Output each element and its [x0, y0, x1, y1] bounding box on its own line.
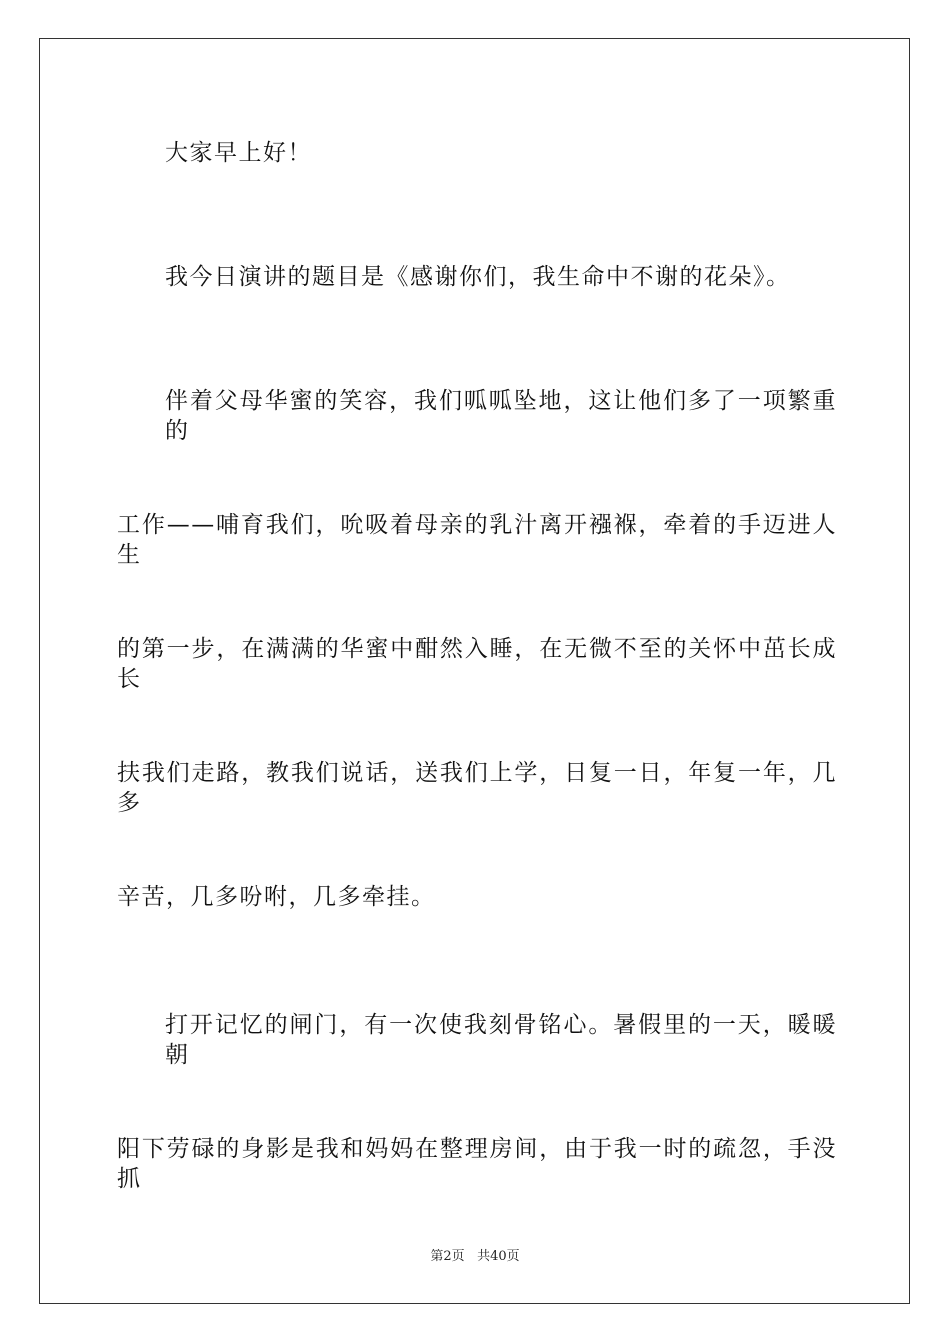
page-number: 第2页: [430, 1249, 465, 1264]
paragraph-2-line-2: 阳下劳碌的身影是我和妈妈在整理房间，由于我一时的疏忽，手没抓: [117, 1136, 837, 1192]
page-total: 共40页: [477, 1249, 520, 1264]
page-footer: [0, 1248, 950, 1266]
paragraph-1-line-1: 伴着父母华蜜的笑容，我们呱呱坠地，这让他们多了一项繁重的: [165, 388, 837, 444]
paragraph-1-line-2: 工作——哺育我们，吮吸着母亲的乳汁离开襁褓，牵着的手迈进人生: [117, 512, 837, 568]
greeting-line: 大家早上好！: [165, 140, 312, 166]
paragraph-2-line-1: 打开记忆的闸门，有一次使我刻骨铭心。暑假里的一天，暖暖朝: [165, 1012, 837, 1068]
speech-topic-line: 我今日演讲的题目是《感谢你们，我生命中不谢的花朵》。: [165, 264, 791, 290]
paragraph-1-line-5: 辛苦，几多吩咐，几多牵挂。: [117, 884, 436, 910]
paragraph-1-line-3: 的第一步，在满满的华蜜中酣然入睡，在无微不至的关怀中茁长成长: [117, 636, 837, 692]
paragraph-1-line-4: 扶我们走路，教我们说话，送我们上学，日复一日，年复一年，几多: [117, 760, 837, 816]
